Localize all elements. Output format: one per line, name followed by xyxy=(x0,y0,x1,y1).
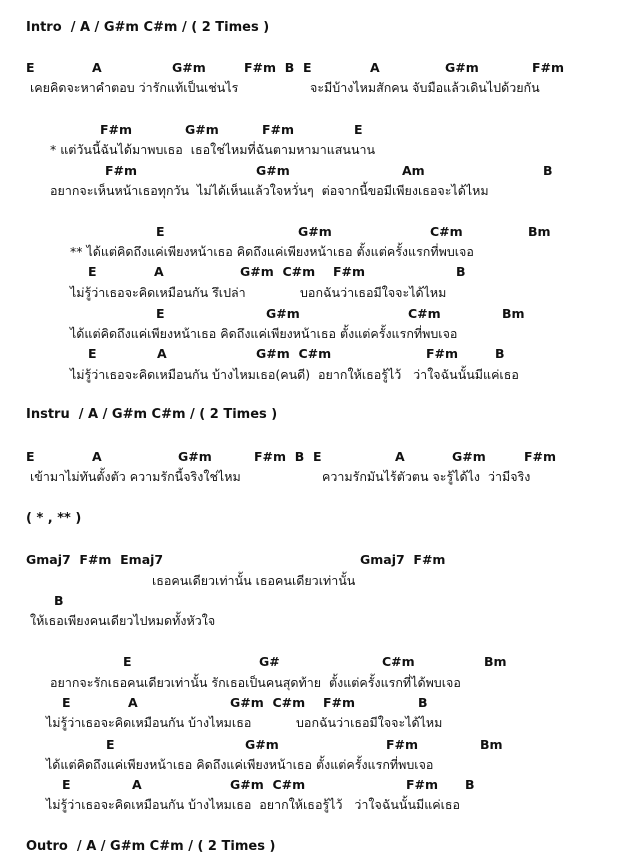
chord: E xyxy=(123,654,132,669)
chord: G#m xyxy=(452,449,486,464)
chord: G#m C#m xyxy=(240,264,316,279)
chord: A xyxy=(92,60,102,75)
chord: F#m xyxy=(105,163,138,178)
chord: G#m C#m xyxy=(230,777,306,792)
chord: F#m xyxy=(333,264,366,279)
chord: B xyxy=(543,163,553,178)
chord: G#m xyxy=(256,163,290,178)
chord: E xyxy=(26,449,35,464)
chord: A xyxy=(395,449,405,464)
chord: A xyxy=(92,449,102,464)
chord: C#m xyxy=(430,224,463,239)
chord: A xyxy=(128,695,138,710)
chord: E xyxy=(156,306,165,321)
chord: G#m xyxy=(266,306,300,321)
chord: F#m xyxy=(426,346,459,361)
chord: E xyxy=(354,122,363,137)
lyric-line: ไม่รู้ว่าเธอจะคิดเหมือนกัน บ้างไหมเธอ อยากให้เธอรู้ไว้ ว่าใจฉันนั้นมีแค่เธอ xyxy=(46,797,461,812)
chord: G#m xyxy=(298,224,332,239)
chord: F#m xyxy=(532,60,565,75)
chord: F#m xyxy=(406,777,439,792)
chord: G#m xyxy=(245,737,279,752)
chord: A xyxy=(132,777,142,792)
chord: G#m xyxy=(185,122,219,137)
chord: Am xyxy=(402,163,425,178)
chord: F#m B E xyxy=(244,60,312,75)
lyric-line: ได้แต่คิดถึงแค่เพียงหน้าเธอ คิดถึงแค่เพียงหน้าเธอ ตั้งแต่ครั้งแรกที่พบเจอ xyxy=(46,757,434,772)
chord: E xyxy=(88,264,97,279)
lyric-line: อยากจะรักเธอคนเดียวเท่านั้น รักเธอเป็นคนสุดท้าย ตั้งแต่ครั้งแรกที่ได้พบเจอ xyxy=(50,675,461,690)
chord: F#m xyxy=(524,449,557,464)
chord: A xyxy=(370,60,380,75)
repeat-marker: ( * , ** ) xyxy=(26,511,82,526)
chord: G#m xyxy=(172,60,206,75)
chord: Bm xyxy=(484,654,507,669)
lyric-line: ได้แต่คิดถึงแค่เพียงหน้าเธอ คิดถึงแค่เพียงหน้าเธอ ตั้งแต่ครั้งแรกที่พบเจอ xyxy=(70,326,458,341)
chord: E xyxy=(106,737,115,752)
chord: F#m B E xyxy=(254,449,322,464)
chord: F#m xyxy=(100,122,133,137)
chord: B xyxy=(54,593,64,608)
chord: B xyxy=(456,264,466,279)
lyric-line: บอกฉันว่าเธอมีใจจะได้ไหม xyxy=(300,285,447,300)
lyric-line: เคยคิดจะหาคำตอบ ว่ารักแท้เป็นเช่นไร xyxy=(30,80,239,95)
instru-heading: Instru / A / G#m C#m / ( 2 Times ) xyxy=(26,407,278,422)
chord: Bm xyxy=(480,737,503,752)
lyric-line: เข้ามาไม่ทันตั้งตัว ความรักนี้จริงใช่ไหม xyxy=(30,469,241,484)
chord: F#m xyxy=(323,695,356,710)
chord: Gmaj7 F#m Emaj7 xyxy=(26,552,164,567)
chord: E xyxy=(26,60,35,75)
lyric-line: จะมีบ้างไหมสักคน จับมือแล้วเดินไปด้วยกัน xyxy=(310,80,540,95)
chord: B xyxy=(465,777,475,792)
chord: C#m xyxy=(408,306,441,321)
chord: F#m xyxy=(386,737,419,752)
chord: A xyxy=(157,346,167,361)
outro-heading: Outro / A / G#m C#m / ( 2 Times ) xyxy=(26,839,276,854)
chord: B xyxy=(418,695,428,710)
chord: Gmaj7 F#m xyxy=(360,552,446,567)
intro-heading: Intro / A / G#m C#m / ( 2 Times ) xyxy=(26,20,270,35)
lyric-line: เธอคนเดียวเท่านั้น เธอคนเดียวเท่านั้น xyxy=(152,573,356,588)
chord: Bm xyxy=(528,224,551,239)
lyric-line: ให้เธอเพียงคนเดียวไปหมดทั้งหัวใจ xyxy=(30,613,216,628)
lyric-line: บอกฉันว่าเธอมีใจจะได้ไหม xyxy=(296,715,443,730)
lyric-line: * แต่วันนี้ฉันได้มาพบเธอ เธอใช่ไหมที่ฉันตามหามาแสนนาน xyxy=(50,142,376,157)
chord: B xyxy=(495,346,505,361)
lyric-line: อยากจะเห็นหน้าเธอทุกวัน ไม่ได้เห็นแล้วใจหวั่นๆ ต่อจากนี้ขอมีเพียงเธอจะได้ไหม xyxy=(50,183,489,198)
lyric-line: ** ได้แต่คิดถึงแค่เพียงหน้าเธอ คิดถึงแค่เพียงหน้าเธอ ตั้งแต่ครั้งแรกที่พบเจอ xyxy=(70,244,474,259)
chord: E xyxy=(88,346,97,361)
lyric-line: ไม่รู้ว่าเธอจะคิดเหมือนกัน บ้างไหมเธอ(คนดี) อยากให้เธอรู้ไว้ ว่าใจฉันนั้นมีแค่เธอ xyxy=(70,367,519,382)
chord: Bm xyxy=(502,306,525,321)
chord: E xyxy=(156,224,165,239)
chord: G#m C#m xyxy=(230,695,306,710)
chord: G#m xyxy=(445,60,479,75)
chord: G# xyxy=(259,654,280,669)
chord: C#m xyxy=(382,654,415,669)
lyric-line: ไม่รู้ว่าเธอจะคิดเหมือนกัน บ้างไหมเธอ xyxy=(46,715,252,730)
chord: G#m xyxy=(178,449,212,464)
chord: G#m C#m xyxy=(256,346,332,361)
lyric-line: ไม่รู้ว่าเธอจะคิดเหมือนกัน รึเปล่า xyxy=(70,285,246,300)
chord: F#m xyxy=(262,122,295,137)
lyric-line: ความรักมันไร้ตัวตน จะรู้ได้ไง ว่ามีจริง xyxy=(322,469,531,484)
chord: E xyxy=(62,777,71,792)
chord: E xyxy=(62,695,71,710)
chord: A xyxy=(154,264,164,279)
